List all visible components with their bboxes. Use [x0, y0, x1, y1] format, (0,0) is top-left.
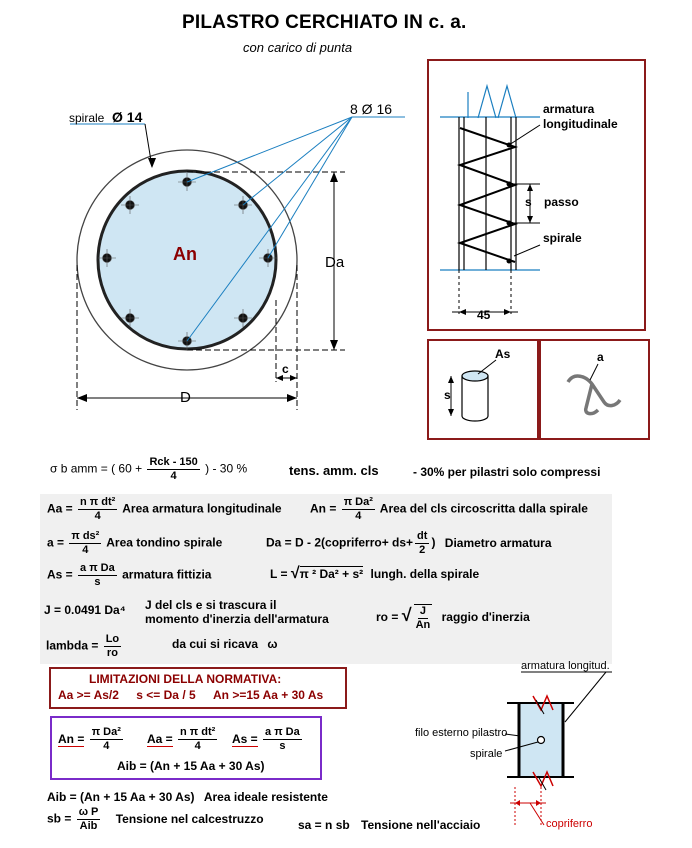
j-desc-line1: J del cls e si trascura il	[145, 598, 277, 612]
summary-an: An = $\frac{\text{π Da²}}{4}$	[58, 726, 121, 752]
filo-esterno-label: filo esterno pilastro	[415, 727, 508, 739]
ro-formula: ro = √ $\frac{J}{An}$ raggio d'inerzia	[376, 605, 530, 631]
j-desc-line2: momento d'inerzia dell'armatura	[145, 612, 329, 626]
armatura-label: armatura	[543, 102, 595, 116]
a-formula: a = $\frac{\text{π ds²}}{4}$ Area tondino spirale	[47, 530, 223, 556]
angle-label: 45	[477, 308, 491, 322]
aa-formula: Aa = $\frac{\text{n π dt²}}{4}$ Area armatura longitudinale	[47, 496, 282, 522]
sigma-desc: tens. amm. cls	[289, 463, 379, 478]
hook-shape	[568, 376, 620, 414]
sa-formula: sa = n sb Tensione nell'acciaio	[298, 818, 481, 832]
l-formula: L = √π ² Da² + s² lungh. della spirale	[270, 565, 480, 582]
sigma-note: - 30% per pilastri solo compressi	[413, 465, 601, 479]
spiral-path	[460, 128, 515, 262]
cylinder-diagram	[429, 341, 644, 436]
s-label-elevation: s	[525, 195, 532, 209]
summary-aa: Aa = $\frac{\text{n π dt²}}{4}$	[147, 726, 216, 752]
sb-formula: sb = $\frac{\text{ω P}}{\text{Aib}}$ Tensione nel calcestruzzo	[47, 806, 264, 832]
aib-formula: Aib = (An + 15 Aa + 30 As) Area ideale resistente	[47, 790, 328, 804]
spiral-diameter-label: Ø 14	[112, 109, 143, 125]
summary-as: As = $\frac{\text{a π Da}}{s}$	[232, 726, 300, 752]
limitations-title: LIMITAZIONI DELLA NORMATIVA:	[89, 672, 282, 686]
elevation-diagram	[429, 61, 642, 327]
c-label: c	[282, 362, 289, 376]
as-label: As	[495, 347, 511, 361]
s-label-cylinder: s	[444, 388, 451, 402]
area-label: An	[173, 244, 197, 264]
j-formula: J = 0.0491 Da⁴	[44, 603, 126, 617]
an-formula: An = $\frac{\text{π Da²}}{4}$ Area del cls circoscritta dalla spirale	[310, 496, 588, 522]
da-formula: Da = D - 2(copriferro+ ds+ $\frac{dt}{2}$ ) Diametro armatura	[266, 530, 552, 556]
limitations-rules: Aa >= As/2 s <= Da / 5 An >=15 Aa + 30 As	[58, 688, 324, 702]
d-label: D	[180, 389, 191, 406]
sigma-formula: σ b amm = ( 60 + $\frac{\text{Rck - 150}}{4}$ ) - 30 %	[50, 456, 248, 482]
spiral-label: spirale	[69, 111, 105, 125]
page-subtitle: con carico di punta	[243, 40, 353, 55]
bars-label: 8 Ø 16	[350, 101, 393, 117]
passo-label: passo	[544, 195, 579, 209]
armatura-longitud-label: armatura longitud.	[521, 660, 610, 672]
page-title: PILASTRO CERCHIATO IN c. a.	[182, 12, 467, 33]
a-label-hook: a	[597, 350, 604, 364]
as-formula: As = $\frac{\text{a π Da}}{s}$ armatura fittizia	[47, 562, 212, 588]
lambda-formula: lambda = $\frac{Lo}{ro}$	[46, 633, 120, 659]
longitudinale-label: longitudinale	[543, 117, 618, 131]
spirale-detail-label: spirale	[470, 748, 503, 760]
spirale-label-elevation: spirale	[543, 231, 582, 245]
da-label: Da	[325, 254, 345, 271]
copriferro-label: copriferro	[546, 818, 593, 830]
lambda-desc: da cui si ricava ω	[172, 637, 278, 651]
summary-aib: Aib = (An + 15 Aa + 30 As)	[117, 759, 265, 773]
